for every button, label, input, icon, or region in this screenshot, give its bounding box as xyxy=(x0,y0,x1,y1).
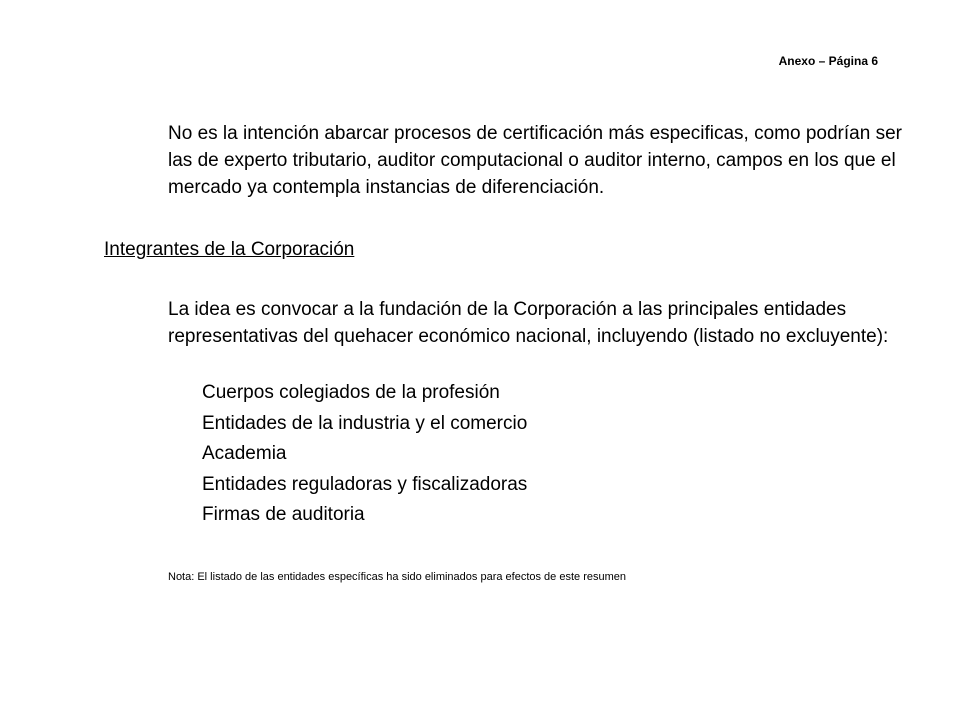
entities-list xyxy=(202,378,527,531)
list-item: Entidades de la industria y el comercio xyxy=(202,412,528,434)
list-item: Academia xyxy=(202,443,287,464)
list-item: Firmas de auditoria xyxy=(202,504,365,525)
intro-paragraph: No es la intención abarcar procesos de certificación más especificas, como podrían ser las de experto tributario, auditor computacional o auditor interno, campos en los que el mercado ya contempla instancias de diferenciación. xyxy=(168,123,902,198)
list-item: Entidades reguladoras y fiscalizadoras xyxy=(202,473,528,495)
footnote: Nota: El listado de las entidades específicas ha sido eliminados para efectos de este resumen xyxy=(168,571,626,583)
list-item: Cuerpos colegiados de la profesión xyxy=(202,382,500,403)
section-heading: Integrantes de la Corporación xyxy=(104,239,355,260)
page-number-header: Anexo – Página 6 xyxy=(778,54,878,68)
description-paragraph: La idea es convocar a la fundación de la Corporación a las principales entidades representativas del quehacer económico nacional, incluyendo (listado no excluyente): xyxy=(168,299,889,347)
